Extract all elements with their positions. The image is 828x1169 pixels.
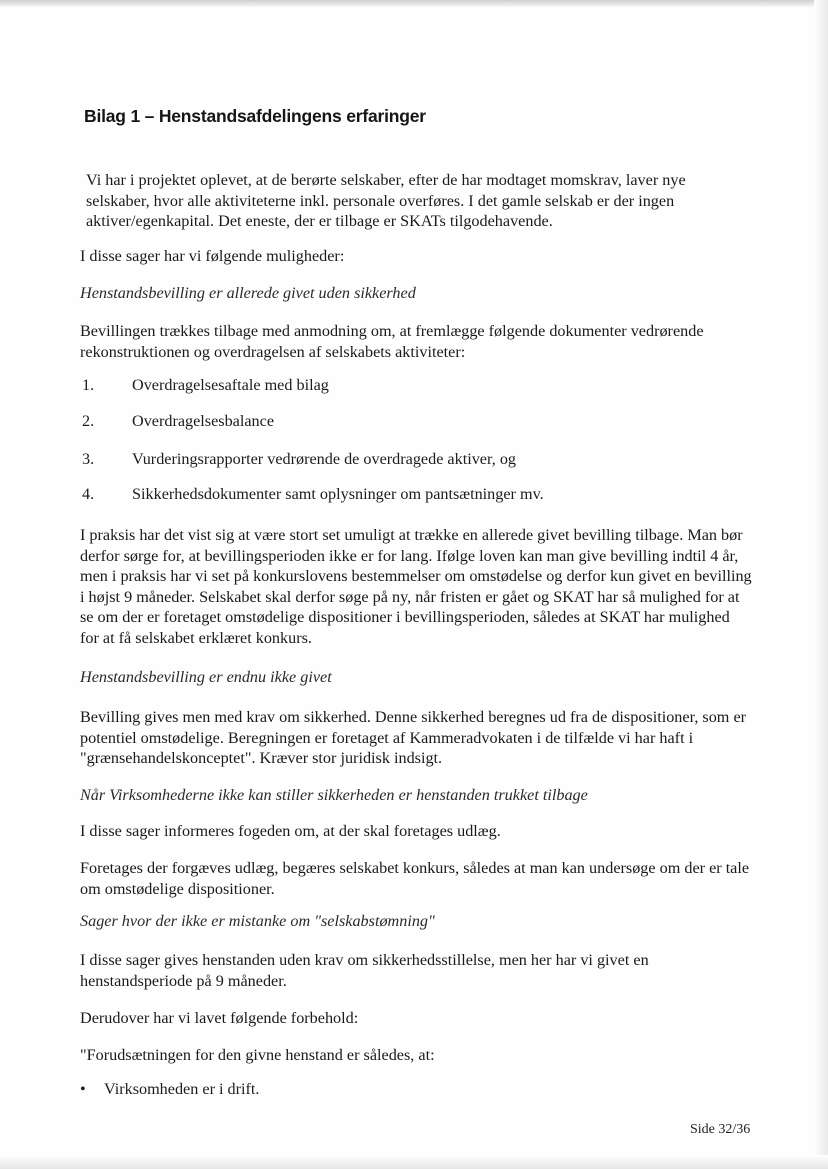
subheading-withdrawn: Når Virksomhederne ikke kan stiller sikkerheden er henstanden trukket tilbage (80, 786, 588, 804)
list-number: 2. (82, 412, 95, 430)
withdrawal-paragraph: Bevillingen trækkes tilbage med anmodning om, at fremlægge følgende dokumenter vedrørende rekonstruktionen og overdragelsen af selskabets aktiviteter: (80, 322, 704, 361)
list-text: Overdragelsesaftale med bilag (132, 376, 329, 394)
scan-top-edge (0, 0, 828, 7)
bullet-text: Virksomheden er i drift. (104, 1080, 260, 1098)
bankruptcy-paragraph: Foretages der forgæves udlæg, begæres selskabet konkurs, således at man kan undersøge om der er tale om omstødelige dispositioner. (80, 859, 750, 898)
condition-paragraph: "Forudsætningen for den givne henstand er således, at: (80, 1046, 435, 1064)
security-paragraph: Bevilling gives men med krav om sikkerhed. Denne sikkerhed beregnes ud fra de dispositioner, som er potentiel omstødelige. Beregningen er foretaget af Kammeradvokaten i de tilfælde vi har haft i "grænsehandelskonceptet". Kræver stor juridisk indsigt. (80, 708, 747, 767)
list-number: 1. (82, 376, 95, 394)
bullet-glyph: • (80, 1080, 86, 1098)
page-number: Side 32/36 (690, 1122, 751, 1137)
subheading-no-suspicion: Sager hvor der ikke er mistanke om "selskabstømning" (80, 912, 435, 930)
reservations-paragraph: Derudover har vi lavet følgende forbehold: (80, 1009, 359, 1027)
list-text: Vurderingsrapporter vedrørende de overdragede aktiver, og (132, 450, 517, 468)
page-heading: Bilag 1 – Henstandsafdelingens erfaringer (84, 106, 426, 126)
intro-paragraph: Vi har i projektet oplevet, at de berørte selskaber, efter de har modtaget momskrav, laver nye selskaber, hvor alle aktiviteterne inkl. personale overføres. I det gamle selskab er der ingen aktiver/egenkapital. Det eneste, der er tilbage er SKATs tilgodehavende. (86, 171, 686, 230)
bailiff-paragraph: I disse sager informeres fogeden om, at der skal foretages udlæg. (80, 822, 501, 840)
list-text: Sikkerhedsdokumenter samt oplysninger om pantsætninger mv. (132, 485, 544, 503)
scan-bottom-edge (0, 1155, 828, 1169)
list-number: 4. (82, 485, 95, 503)
subheading-not-yet-granted: Henstandsbevilling er endnu ikke givet (80, 668, 332, 686)
list-text: Overdragelsesbalance (132, 412, 275, 430)
list-number: 3. (82, 450, 95, 468)
options-intro: I disse sager har vi følgende muligheder: (80, 247, 345, 265)
subheading-granted-without-security: Henstandsbevilling er allerede givet uden sikkerhed (80, 284, 416, 302)
practice-paragraph: I praksis har det vist sig at være stort set umuligt at trække en allerede givet bevilling tilbage. Man bør derfor sørge for, at bevillingsperioden ikke er for lang. Ifølge loven kan man give bevilling indtil 4 år, men i praksis har vi set på konkurslovens bestemmelser om omstødelse og derfor kun givet en bevilling i højst 9 måneder. Selskabet skal derfor søge på ny, når fristen er gået og SKAT har så mulighed for at se om der er foretaget omstødelige dispositioner i bevillingsperioden, således at SKAT har mulighed for at få selskabet erklæret konkurs. (80, 526, 752, 647)
period-paragraph: I disse sager gives henstanden uden krav om sikkerhedsstillelse, men her har vi givet en henstandsperiode på 9 måneder. (80, 951, 649, 990)
scan-right-edge (814, 0, 828, 1169)
